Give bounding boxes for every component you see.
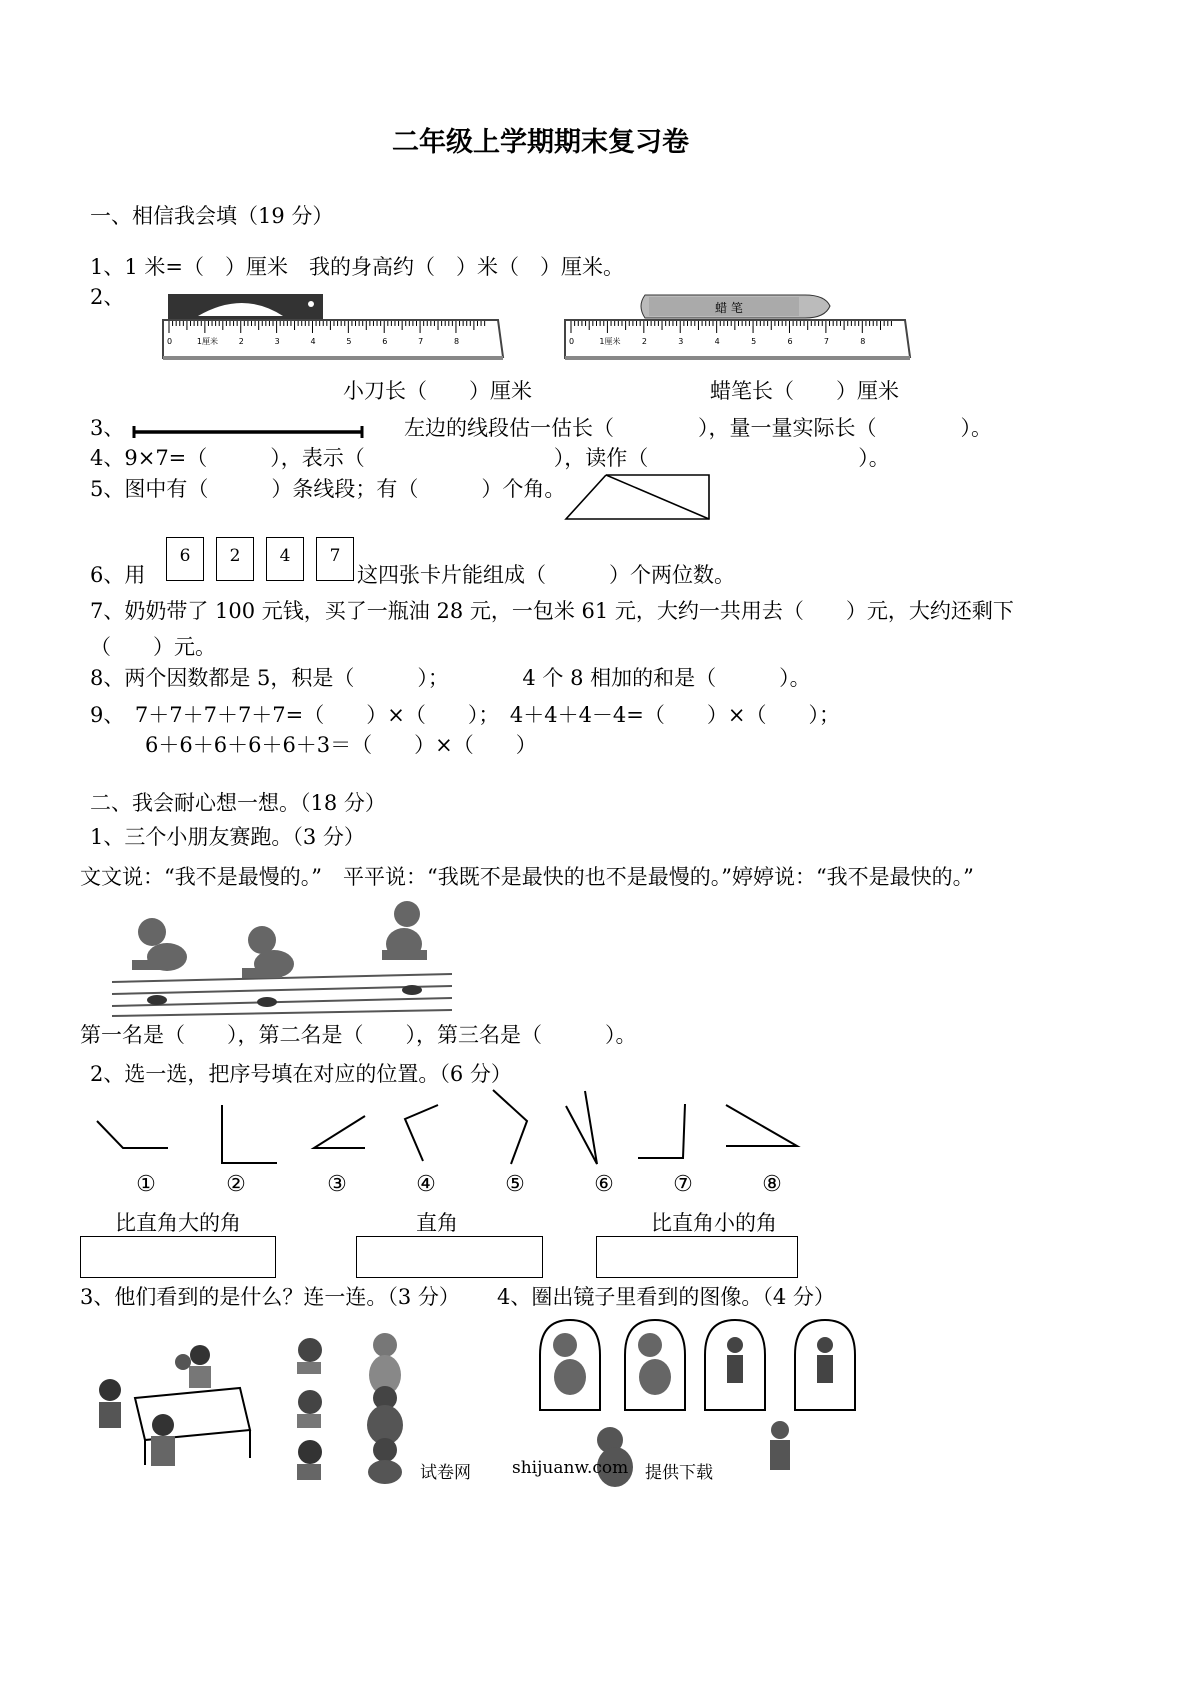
ruler-label: 5 [751, 337, 757, 346]
question-7-line2: （ ）元。 [90, 635, 216, 659]
ruler-label: 5 [346, 337, 352, 346]
angle-number: ② [226, 1172, 246, 1197]
section1-heading: 一、相信我会填（19 分） [90, 204, 334, 228]
ruler-label: 6 [382, 337, 388, 346]
watermark-download: 提供下载 [645, 1463, 713, 1483]
ruler-label: 8 [453, 337, 460, 346]
crayon-length-label: 蜡笔长（ ）厘米 [710, 379, 899, 403]
ruler-label: 7 [823, 337, 829, 346]
ruler-label: 8 [860, 337, 866, 346]
question-5: 5、图中有（ ）条线段；有（ ）个角。 [90, 477, 566, 501]
trapezoid-figure [564, 473, 714, 523]
table-view-image [85, 1320, 440, 1485]
question-4: 4、9×7=（ ），表示（ ），读作（ ）。 [90, 446, 890, 470]
ruler-crayon-figure [565, 292, 915, 362]
question-6-prefix: 6、用 [90, 563, 146, 587]
ruler-label: 3 [678, 337, 684, 346]
category-label-obtuse: 比直角大的角 [115, 1211, 241, 1235]
angle-number: ③ [327, 1172, 347, 1197]
category-label-acute: 比直角小的角 [651, 1211, 777, 1235]
ruler-label: 0 [569, 337, 575, 346]
question-9-line2: 6＋6＋6＋6＋6＋3＝（ ）×（ ） [145, 733, 537, 757]
knife-length-label: 小刀长（ ）厘米 [343, 379, 532, 403]
number-card: 7 [316, 537, 354, 581]
angle-figures [90, 1085, 810, 1170]
angle-number: ⑥ [594, 1172, 614, 1197]
question-7-line1: 7、奶奶带了 100 元钱，买了一瓶油 28 元，一包米 61 元，大约一共用去（ ）元，大约还剩下 [90, 599, 1014, 623]
watermark-site-name: 试卷网 [420, 1463, 471, 1483]
ruler-knife-figure [163, 292, 508, 362]
category-label-right: 直角 [416, 1211, 458, 1235]
number-card: 2 [216, 537, 254, 581]
running-race-image [112, 902, 457, 1022]
ruler-label: 0 [167, 337, 173, 346]
s2-question-1-title: 1、三个小朋友赛跑。（3 分） [90, 825, 365, 849]
question-8: 8、两个因数都是 5，积是（ ）； 4 个 8 相加的和是（ ）。 [90, 666, 811, 690]
question-3-number: 3、 [90, 416, 125, 440]
angle-number: ⑦ [673, 1172, 693, 1197]
angle-number: ⑧ [762, 1172, 782, 1197]
question-1: 1、1 米=（ ）厘米 我的身高约（ ）米（ ）厘米。 [90, 255, 624, 279]
angle-number: ④ [416, 1172, 436, 1197]
answer-box-obtuse[interactable] [80, 1236, 276, 1278]
s2-question-1-answer: 第一名是（ ），第二名是（ ），第三名是（ ）。 [80, 1023, 637, 1047]
answer-box-acute[interactable] [596, 1236, 798, 1278]
ruler-label: 1厘米 [196, 337, 218, 346]
s2-question-1-quote: 文文说：“我不是最慢的。” 平平说：“我既不是最快的也不是最慢的。”婷婷说：“我不是最快的。” [80, 865, 974, 889]
ruler-label: 2 [641, 337, 647, 346]
crayon-label: 蜡 笔 [715, 301, 743, 315]
ruler-label: 4 [310, 337, 316, 346]
question-3-text: 左边的线段估一估长（ ），量一量实际长（ ）。 [404, 416, 992, 440]
question-6-suffix: 这四张卡片能组成（ ）个两位数。 [357, 563, 735, 587]
ruler-label: 6 [787, 337, 793, 346]
ruler-label: 3 [274, 337, 280, 346]
s2-question-3-title: 3、他们看到的是什么？连一连。（3 分） [80, 1285, 460, 1309]
number-card: 6 [166, 537, 204, 581]
section2-heading: 二、我会耐心想一想。（18 分） [90, 791, 386, 815]
watermark-url: shijuanw.com [512, 1458, 629, 1478]
ruler-label: 7 [418, 337, 424, 346]
number-card: 4 [266, 537, 304, 581]
line-segment [130, 424, 370, 440]
ruler-label: 2 [238, 337, 244, 346]
s2-question-4-title: 4、圈出镜子里看到的图像。（4 分） [497, 1285, 835, 1309]
angle-number: ⑤ [505, 1172, 525, 1197]
s2-question-2-title: 2、选一选，把序号填在对应的位置。（6 分） [90, 1062, 512, 1086]
answer-box-right[interactable] [356, 1236, 543, 1278]
ruler-label: 1厘米 [599, 337, 621, 346]
page-title: 二年级上学期期末复习卷 [392, 127, 689, 158]
ruler-label: 4 [714, 337, 720, 346]
question-2-number: 2、 [90, 285, 125, 309]
question-9-line1: 9、 7＋7＋7＋7＋7=（ ）×（ ）； 4＋4＋4－4=（ ）×（ ）； [90, 703, 840, 727]
angle-number: ① [136, 1172, 156, 1197]
